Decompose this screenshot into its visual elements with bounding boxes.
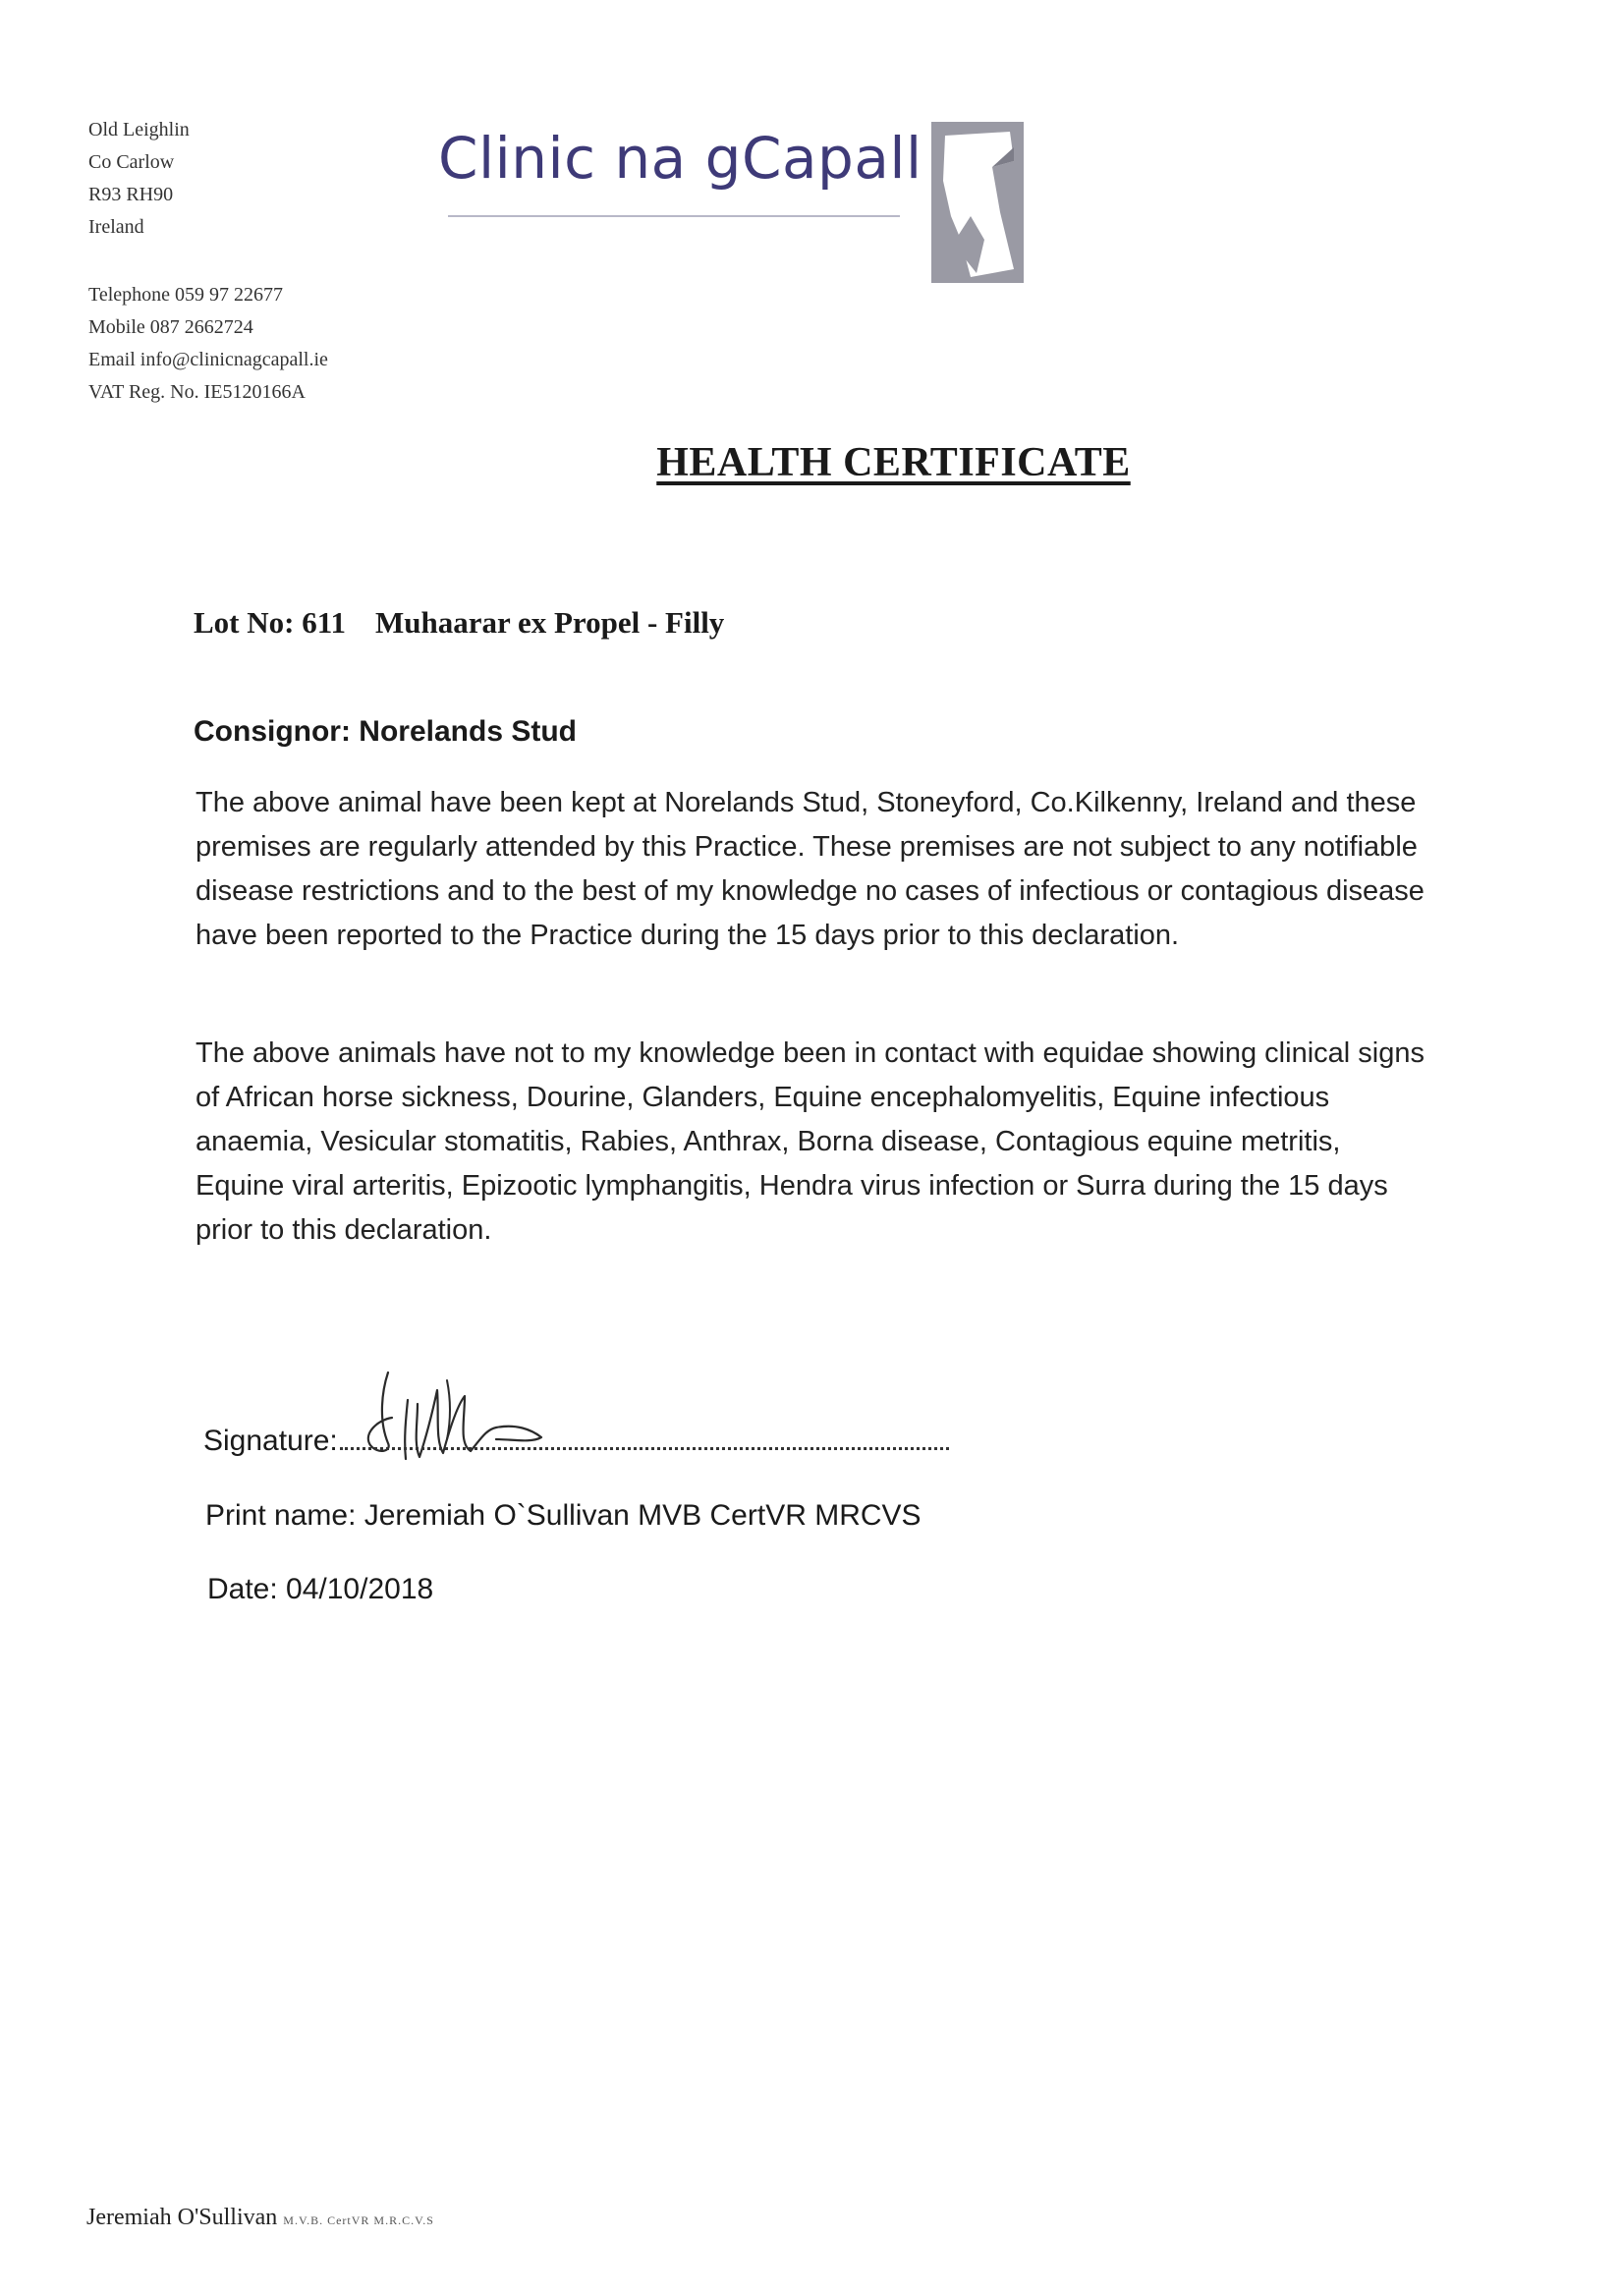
page-title: HEALTH CERTIFICATE (656, 440, 1131, 485)
clinic-logo-text: Clinic na gCapall (438, 125, 922, 192)
address-line: Ireland (88, 216, 144, 238)
vat-number: VAT Reg. No. IE5120166A (88, 381, 306, 403)
consignor: Consignor: Norelands Stud (194, 715, 577, 748)
print-name: Print name: Jeremiah O`Sullivan MVB CertVR MRCVS (205, 1499, 922, 1532)
signature-dotted-line (340, 1446, 949, 1450)
lot-description: Muhaarar ex Propel - Filly (375, 605, 725, 640)
lot-info (194, 605, 724, 641)
footer-name: Jeremiah O'Sullivan (86, 2205, 278, 2230)
signature-field (203, 1425, 949, 1458)
lot-number: Lot No: 611 (194, 605, 346, 640)
footer (86, 2205, 434, 2231)
email: Email info@clinicnagcapall.ie (88, 349, 328, 370)
logo-divider (448, 215, 900, 217)
signature-date: Date: 04/10/2018 (207, 1573, 434, 1605)
contact-declaration: The above animals have not to my knowledge been in contact with equidae showing clinical signs of African horse sickness, Dourine, Glanders, Equine encephalomyelitis, Equine infectious anaemia, Vesicular stomatitis, Rabies, Anthrax, Borna disease, Contagious equine metritis, Equine viral arteritis, Epizootic lymphangitis, Hendra virus infection or Surra during the 15 days prior to this declaration. (196, 1037, 1424, 1246)
mobile: Mobile 087 2662724 (88, 316, 253, 338)
address-line: Co Carlow (88, 151, 175, 173)
premises-declaration: The above animal have been kept at Norelands Stud, Stoneyford, Co.Kilkenny, Ireland and these premises are regularly attended by this Practice. These premises are not subject to any notifiable disease restrictions and to the best of my knowledge no cases of infectious or contagious disease have been reported to the Practice during the 15 days prior to this declaration. (196, 787, 1424, 951)
horse-head-icon (931, 122, 1024, 283)
address-line: R93 RH90 (88, 184, 174, 205)
telephone: Telephone 059 97 22677 (88, 284, 284, 306)
practice-address (88, 114, 190, 244)
practice-contact (88, 279, 328, 409)
footer-qualifications: M.V.B. CertVR M.R.C.V.S (283, 2213, 434, 2227)
address-line: Old Leighlin (88, 119, 190, 140)
signature-label: Signature: (203, 1425, 338, 1457)
